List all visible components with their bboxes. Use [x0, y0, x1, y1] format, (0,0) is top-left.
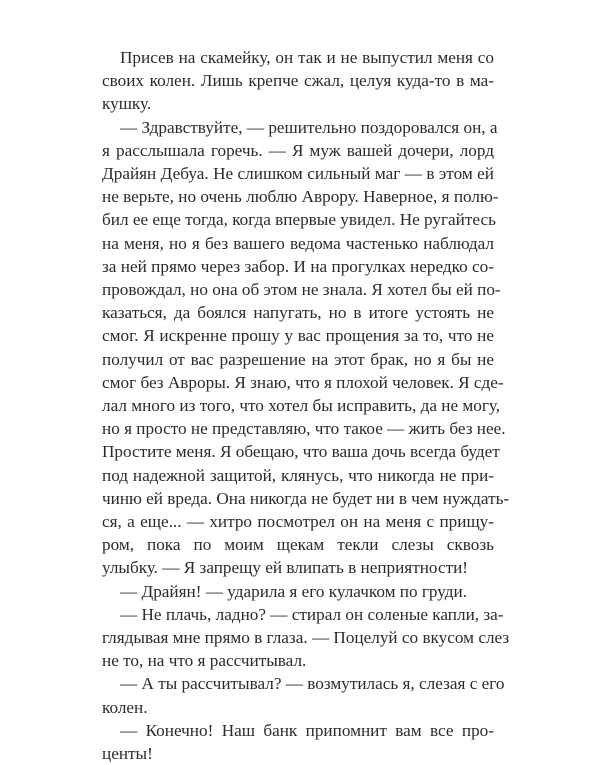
text-line: ром, пока по моим щекам текли слезы сквозь: [102, 535, 494, 555]
text-line: получил от вас разрешение на этот брак, но я бы не: [102, 349, 494, 369]
text-line: не верьте, но очень люблю Аврору. Наверное, я полю-: [102, 187, 499, 207]
text-line: за ней прямо через забор. И на прогулках нередко со-: [102, 256, 494, 276]
text-line: ся, а еще... — хитро посмотрел он на меня с прищу-: [102, 512, 494, 532]
paragraph: [102, 580, 494, 603]
text-line: бил ее еще тогда, когда впервые увидел. Не ругайтесь: [102, 210, 496, 230]
text-line: — А ты рассчитывал? — возмутилась я, слезая с его: [120, 674, 505, 694]
text-line: Простите меня. Я обещаю, что ваша дочь всегда будет: [102, 442, 500, 462]
text-line: Драйян Дебуа. Не слишком сильный маг — в этом ей: [102, 164, 494, 184]
text-line: колен.: [102, 697, 148, 717]
text-line: под надежной защитой, клянусь, что никогда не при-: [102, 465, 494, 485]
text-line: центы!: [102, 744, 153, 764]
text-line: улыбку. — Я запрещу ей влипать в неприятности!: [102, 558, 469, 578]
text-line: — Драйян! — ударила я его кулачком по груди.: [120, 581, 468, 601]
text-line: казаться, да боялся напугать, но в итоге устоять не: [102, 303, 494, 323]
page-text: [102, 46, 510, 765]
paragraph: [102, 116, 510, 580]
text-line: не то, на что я рассчитывал.: [102, 651, 307, 671]
text-line: — Здравствуйте, — решительно поздоровался он, а: [120, 117, 498, 137]
text-line: кушку.: [102, 94, 152, 114]
text-line: своих колен. Лишь крепче сжал, целуя куда-то в ма-: [102, 71, 494, 91]
text-line: чиню ей вреда. Она никогда не будет ни в чем нуждать-: [102, 488, 510, 508]
text-line: я расслышала горечь. — Я муж вашей дочери, лорд: [102, 140, 494, 160]
text-line: лал много из того, что хотел бы исправить, да не могу,: [102, 396, 501, 416]
paragraph: [102, 719, 494, 765]
text-line: провождал, но она об этом не знала. Я хотел бы ей по-: [102, 280, 501, 300]
text-line: глядывая мне прямо в глаза. — Поцелуй со вкусом слез: [102, 628, 510, 648]
text-line: на меня, но я без вашего ведома частенько наблюдал: [102, 233, 494, 253]
text-line: — Не плачь, ладно? — стирал он соленые капли, за-: [120, 604, 504, 624]
text-line: смог. Я искренне прошу у вас прощения за то, что не: [102, 326, 494, 346]
text-line: — Конечно! Наш банк припомнит вам все про-: [120, 720, 494, 740]
text-line: Присев на скамейку, он так и не выпустил меня со: [120, 48, 494, 67]
paragraph: [102, 672, 505, 718]
paragraph: [102, 46, 494, 116]
text-line: но я просто не представляю, что такое — жить без нее.: [102, 419, 506, 439]
paragraph: [102, 603, 510, 673]
text-line: смог без Авроры. Я знаю, что я плохой человек. Я сде-: [102, 372, 504, 392]
